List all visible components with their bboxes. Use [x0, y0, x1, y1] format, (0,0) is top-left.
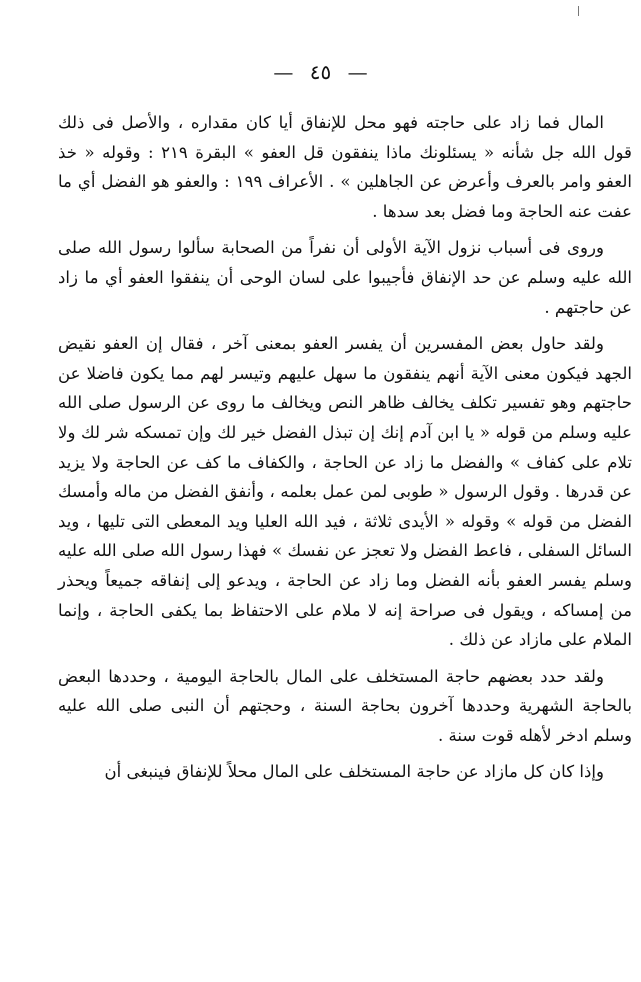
paragraph: وإذا كان كل مازاد عن حاجة المستخلف على المال محلاً للإنفاق فينبغى أن	[104, 762, 604, 782]
paragraph: المال فما زاد على حاجته فهو محل للإنفاق أيا كان مقداره ، والأصل فى ذلك قول الله جل شأنه « يسئلونك ماذا ينفقون قل العفو » البقرة ٢١٩ : وقوله « خذ العفو وامر بالعرف وأعرض عن الجاهلين » . الأعراف ١٩٩ : والعفو هو الفضل أي ما عفت عنه الحاجة وما فضل بعد سدها .	[58, 113, 632, 221]
scan-mark	[578, 6, 579, 16]
paragraph: وروى فى أسباب نزول الآية الأولى أن نفراً من الصحابة سألوا رسول الله صلى الله عليه وسلم عن حد الإنفاق فأجيبوا على لسان الوحى أن ينفقوا العفو أي ما زاد عن حاجتهم .	[58, 238, 632, 317]
dash-right: —	[347, 60, 368, 84]
paragraph: ولقد حدد بعضهم حاجة المستخلف على المال بالحاجة اليومية ، وحددها البعض بالحاجة الشهرية وحددها آخرون بحاجة السنة ، وحجتهم أن النبى صلى الله عليه وسلم ادخر لأهله قوت سنة .	[58, 666, 632, 745]
body-text	[58, 108, 632, 787]
page-header	[0, 60, 641, 84]
paragraph: ولقد حاول بعض المفسرين أن يفسر العفو بمعنى آخر ، فقال إن العفو نقيض الجهد فيكون معنى الآية أنهم ينفقون ما سهل عليهم وتيسر لهم مما يكون فاضلا عن حاجتهم وهو تفسير تكلف يخالف ظاهر النص ويخالف ما روى عن الرسول صلى الله عليه وسلم من قوله « يا ابن آدم إنك إن تبذل الفضل خير لك وإن تمسكه شر لك ولا تلام على كفاف » والفضل ما زاد عن الحاجة ، والكفاف ما كف عن الحاجة ولا يزيد عن قدرها . وقول الرسول « طوبى لمن عمل بعلمه ، وأنفق الفضل من ماله وأمسك الفضل من قوله » وقوله « الأيدى ثلاثة ، فيد الله العليا ويد المعطى التى تليها ، ويد السائل السفلى ، فاعط الفضل ولا تعجز عن نفسك » فهذا رسول الله صلى الله عليه وسلم يفسر العفو بأنه الفضل وما زاد عن الحاجة ، ويدعو إلى إنفاقه جميعاً ويحذر من إمساكه ، ويقول فى صراحة إنه لا ملام على الاحتفاظ بما يكفى الحاجة ، وإنما الملام على مازاد عن ذلك .	[58, 334, 632, 650]
page-number: ٤٥	[309, 60, 332, 84]
dash-left: —	[273, 60, 294, 84]
